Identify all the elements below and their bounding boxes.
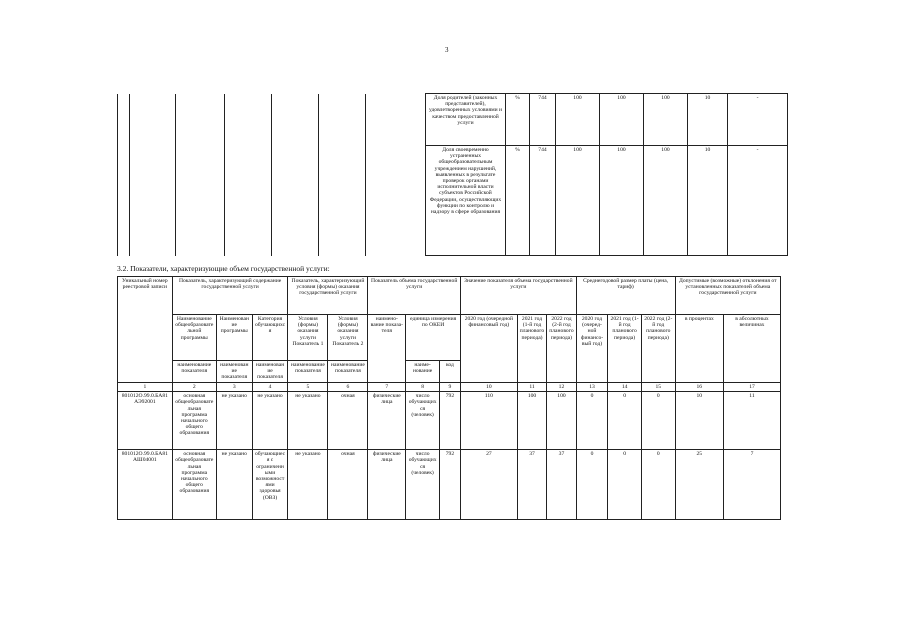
table-row bbox=[118, 392, 781, 450]
code: 744 bbox=[530, 94, 556, 146]
header-cond2: Условия (формы) оказания услуги Показатель 2 bbox=[328, 315, 368, 361]
col-number: 11 bbox=[517, 383, 546, 392]
table-row bbox=[118, 450, 781, 520]
condition-2: очная bbox=[328, 392, 368, 450]
header-unit-code: код bbox=[439, 361, 460, 383]
program: основная общеобразовательная программа начального общего образования bbox=[172, 392, 216, 450]
condition-2: очная bbox=[328, 450, 368, 520]
fee-2022: 0 bbox=[641, 392, 675, 450]
header-2020: 2020 год (очередной финансовый год) bbox=[460, 315, 517, 383]
col-number: 16 bbox=[675, 383, 723, 392]
col-number: 12 bbox=[547, 383, 576, 392]
program2: не указано bbox=[216, 450, 252, 520]
col-number: 10 bbox=[460, 383, 517, 392]
header-fee-2022: 2022 год (2-й год планового периода) bbox=[641, 315, 675, 383]
indicator: физические лица bbox=[368, 450, 406, 520]
subheader-name: наименование показателя bbox=[288, 361, 328, 383]
value-2020: 100 bbox=[556, 94, 600, 146]
header-fee-2020: 2020 год (очеред-ной финансо-вый год) bbox=[576, 315, 608, 383]
section-title: 3.2. Показатели, характеризующие объем государственной услуги: bbox=[117, 264, 330, 273]
header-unique: Уникальный номер реестровой записи bbox=[118, 277, 173, 383]
col-number: 1 bbox=[118, 383, 173, 392]
subheader-name: наименование показателя bbox=[172, 361, 216, 383]
program: основная общеобразовательная программа начального общего образования bbox=[172, 450, 216, 520]
col-number: 9 bbox=[439, 383, 460, 392]
condition-1: не указано bbox=[288, 392, 328, 450]
value-2021: 100 bbox=[600, 146, 644, 256]
deviation-abs: 11 bbox=[724, 392, 781, 450]
deviation-pct: 10 bbox=[688, 146, 728, 256]
header-unit-name: наиме-нование bbox=[406, 361, 440, 383]
header-abs: в абсолютных величинах bbox=[724, 315, 781, 383]
value-2020: 100 bbox=[556, 146, 600, 256]
header-unit: единица измерения по ОКЕИ bbox=[406, 315, 461, 361]
col-number: 2 bbox=[172, 383, 216, 392]
subheader-name: наименование показателя bbox=[252, 361, 288, 383]
unit: число обучающихся (человек) bbox=[406, 392, 440, 450]
volume-table bbox=[117, 276, 781, 520]
value-2022: 37 bbox=[547, 450, 576, 520]
fee-2021: 0 bbox=[608, 392, 642, 450]
col-number: 5 bbox=[288, 383, 328, 392]
page-number: 3 bbox=[445, 46, 449, 54]
header-deviation: Допустимые (возможные) отклонения от установленных показателей объема государственной услуги bbox=[675, 277, 780, 315]
header-program2: Наименование программы bbox=[216, 315, 252, 361]
header-value: Значение показателя объема государственной услуги bbox=[460, 277, 576, 315]
record-id: 801012О.99.0.БА81АШ04001 bbox=[118, 450, 173, 520]
value-2020: 27 bbox=[460, 450, 517, 520]
deviation-pct: 10 bbox=[688, 94, 728, 146]
category: обучающиеся с ограниченными возможностями здоровья (ОВЗ) bbox=[252, 450, 288, 520]
code: 744 bbox=[530, 146, 556, 256]
fee-2020: 0 bbox=[576, 450, 608, 520]
deviation-abs: 7 bbox=[724, 450, 781, 520]
header-program: Наименование общеобразовательной программы bbox=[172, 315, 216, 361]
indicator-name: Доля своевременно устраненных общеобразовательным учреждением нарушений, выявленных в результате проверок органами исполнительной власти субъектов Российской Федерации, осуществляющих функции по контролю и надзору в сфере образования bbox=[426, 146, 506, 256]
indicator-name: Доля родителей (законных представителей), удовлетворенных условиями и качеством предоставленной услуги bbox=[426, 94, 506, 146]
unit: % bbox=[506, 94, 530, 146]
indicator: физические лица bbox=[368, 392, 406, 450]
quality-row bbox=[118, 94, 788, 146]
value-2022: 100 bbox=[644, 94, 688, 146]
quality-table bbox=[117, 93, 788, 256]
deviation-abs: - bbox=[728, 94, 788, 146]
header-fee: Среднегодовой размер платы (цена, тариф) bbox=[576, 277, 675, 315]
header-content: Показатель, характеризующий содержание государственной услуги bbox=[172, 277, 288, 315]
fee-2021: 0 bbox=[608, 450, 642, 520]
deviation-pct: 25 bbox=[675, 450, 723, 520]
header-cond1: Условия (формы) оказания услуги Показатель 1 bbox=[288, 315, 328, 361]
deviation-abs: - bbox=[728, 146, 788, 256]
header-category: Категория обучающихся bbox=[252, 315, 288, 361]
col-number: 17 bbox=[724, 383, 781, 392]
subheader-name: наименование показателя bbox=[328, 361, 368, 383]
col-number: 15 bbox=[641, 383, 675, 392]
value-2021: 100 bbox=[600, 94, 644, 146]
value-2020: 110 bbox=[460, 392, 517, 450]
header-volume: Показатель объема государственной услуги bbox=[368, 277, 461, 315]
code: 792 bbox=[439, 450, 460, 520]
program2: не указано bbox=[216, 392, 252, 450]
column-numbers-row bbox=[118, 383, 781, 392]
col-number: 14 bbox=[608, 383, 642, 392]
fee-2020: 0 bbox=[576, 392, 608, 450]
value-2021: 100 bbox=[517, 392, 546, 450]
condition-1: не указано bbox=[288, 450, 328, 520]
col-number: 6 bbox=[328, 383, 368, 392]
header-indicator-name: наимено-вание показа-теля bbox=[368, 315, 406, 383]
deviation-pct: 10 bbox=[675, 392, 723, 450]
header-conditions: Показатель, характеризующий условия (формы) оказания государственной услуги bbox=[288, 277, 368, 315]
subheader-name: наименование показателя bbox=[216, 361, 252, 383]
col-number: 7 bbox=[368, 383, 406, 392]
header-2022: 2022 год (2-й год планового периода) bbox=[547, 315, 576, 383]
value-2022: 100 bbox=[547, 392, 576, 450]
col-number: 8 bbox=[406, 383, 440, 392]
value-2021: 37 bbox=[517, 450, 546, 520]
header-pct: в процентах bbox=[675, 315, 723, 383]
unit: % bbox=[506, 146, 530, 256]
unit: число обучающихся (человек) bbox=[406, 450, 440, 520]
value-2022: 100 bbox=[644, 146, 688, 256]
fee-2022: 0 bbox=[641, 450, 675, 520]
header-fee-2021: 2021 год (1-й год планового периода) bbox=[608, 315, 642, 383]
category: не указано bbox=[252, 392, 288, 450]
col-number: 3 bbox=[216, 383, 252, 392]
code: 792 bbox=[439, 392, 460, 450]
col-number: 4 bbox=[252, 383, 288, 392]
header-2021: 2021 год (1-й год планового периода) bbox=[517, 315, 546, 383]
col-number: 13 bbox=[576, 383, 608, 392]
quality-row bbox=[118, 146, 788, 256]
record-id: 801012О.99.0.БА81АЭ92001 bbox=[118, 392, 173, 450]
